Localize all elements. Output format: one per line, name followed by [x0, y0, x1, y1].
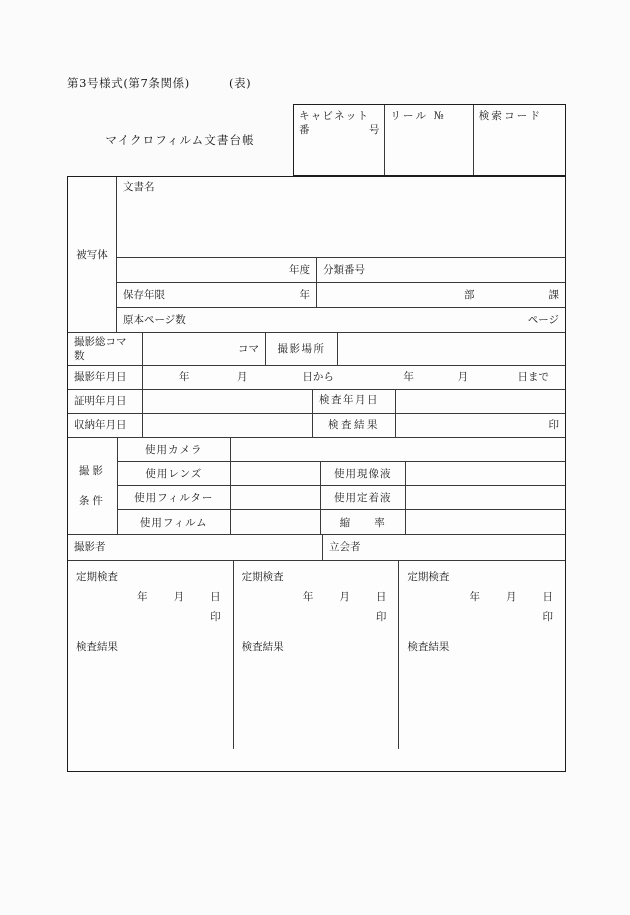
- side-marker-label: (表): [229, 76, 252, 90]
- fiscal-year-field[interactable]: [117, 258, 317, 282]
- reduction-ratio-label: 縮 率: [321, 510, 406, 534]
- condition-row-filter: [118, 486, 565, 510]
- inspection-2-year-label: 年: [302, 591, 314, 603]
- department-field[interactable]: [317, 283, 565, 307]
- subject-rows: [117, 177, 565, 332]
- store-date-row: [68, 414, 565, 438]
- camera-field[interactable]: [231, 438, 565, 461]
- camera-label: 使用カメラ: [118, 438, 231, 461]
- cabinet-number-label-line1: キャビネット: [299, 110, 370, 122]
- shoot-date-label: 撮影年月日: [68, 366, 143, 389]
- shoot-date-field[interactable]: [143, 366, 565, 389]
- original-pages-field[interactable]: [117, 308, 565, 332]
- pages-unit-label: ページ: [527, 313, 559, 326]
- inspect-date-field[interactable]: [396, 390, 565, 413]
- inspection-1-result-label: 検査結果: [76, 641, 118, 653]
- inspect-date-label: 検査年月日: [313, 390, 396, 413]
- inspection-1-title: 定期検査: [76, 571, 118, 583]
- condition-row-lens: [118, 462, 565, 486]
- certify-date-label: 証明年月日: [68, 390, 143, 413]
- people-row: [68, 535, 565, 561]
- section-label: 課: [548, 288, 559, 301]
- witness-label: 立会者: [329, 541, 361, 553]
- film-field[interactable]: [231, 510, 321, 534]
- periodic-inspection-1[interactable]: [68, 561, 234, 749]
- shoot-date-row: [68, 366, 565, 390]
- fiscal-year-label: 年度: [289, 263, 310, 276]
- retention-field[interactable]: [117, 283, 317, 307]
- classification-field[interactable]: [317, 258, 565, 282]
- total-frames-row: [68, 333, 565, 366]
- lens-label: 使用レンズ: [118, 462, 231, 485]
- inspection-3-year-label: 年: [469, 591, 480, 603]
- store-date-label: 収納年月日: [68, 414, 143, 437]
- form-number-label: 第3号様式(第7条関係): [67, 76, 190, 90]
- inspection-3-result-label: 検査結果: [407, 641, 450, 653]
- shoot-to-month-label: 月: [457, 371, 469, 383]
- reduction-ratio-field[interactable]: [406, 510, 565, 534]
- cabinet-number-label-ban: 番: [299, 124, 310, 136]
- classification-label: 分類番号: [323, 263, 365, 276]
- inspection-3-month-label: 月: [506, 591, 517, 603]
- document-name-field[interactable]: [117, 177, 565, 257]
- inspection-1-seal-label: 印: [210, 611, 221, 623]
- conditions-label-line1: 撮影: [78, 465, 106, 477]
- bureau-label: 部: [464, 288, 475, 301]
- filter-label: 使用フィルター: [118, 486, 231, 509]
- subject-label: 被写体: [68, 177, 117, 332]
- header-id-boxes: [293, 104, 566, 176]
- shooting-location-field[interactable]: [338, 333, 565, 365]
- inspection-1-year-label: 年: [137, 591, 148, 603]
- inspection-2-title: 定期検査: [241, 571, 284, 583]
- fixer-label: 使用定着液: [321, 486, 406, 509]
- filter-field[interactable]: [231, 486, 321, 509]
- inspection-2-seal-label: 印: [375, 611, 387, 623]
- fiscal-year-row: [117, 258, 565, 283]
- cabinet-number-label-gou: 号: [368, 124, 380, 136]
- reel-number-label: リール №: [390, 110, 446, 122]
- witness-field[interactable]: [323, 535, 565, 560]
- ledger-table: [67, 176, 566, 772]
- inspection-3-seal-label: 印: [542, 611, 553, 623]
- inspection-3-title: 定期検査: [407, 571, 450, 583]
- conditions-label-line2: 条件: [78, 495, 106, 507]
- photographer-field[interactable]: [68, 535, 323, 560]
- shoot-from-year-label: 年: [179, 371, 190, 383]
- film-label: 使用フィルム: [118, 510, 231, 534]
- condition-row-camera: [118, 438, 565, 462]
- inspection-2-month-label: 月: [339, 591, 350, 603]
- frames-unit-label: コマ: [238, 342, 259, 355]
- periodic-inspection-2[interactable]: [234, 561, 400, 749]
- seal-label: 印: [548, 419, 559, 431]
- inspection-3-day-label: 日: [542, 591, 553, 603]
- document-name-row: [117, 177, 565, 258]
- certify-date-row: [68, 390, 565, 414]
- total-frames-field[interactable]: [143, 333, 266, 365]
- search-code-label: 検索コード: [478, 110, 543, 122]
- shoot-to-day-label: 日まで: [517, 371, 549, 383]
- inspection-1-month-label: 月: [173, 591, 185, 603]
- retention-row: [117, 283, 565, 308]
- store-date-field[interactable]: [143, 414, 313, 437]
- retention-unit-label: 年: [299, 288, 310, 301]
- inspect-result-field[interactable]: [396, 414, 565, 437]
- search-code-field[interactable]: [474, 105, 565, 175]
- periodic-inspection-row: [68, 561, 565, 749]
- certify-date-field[interactable]: [143, 390, 313, 413]
- shooting-location-label: 撮影場所: [266, 333, 338, 365]
- reel-number-field[interactable]: [385, 105, 473, 175]
- original-pages-label: 原本ページ数: [123, 313, 186, 326]
- retention-label: 保存年限: [123, 288, 165, 301]
- total-frames-label: 撮影総コマ数: [68, 333, 143, 365]
- developer-field[interactable]: [406, 462, 565, 485]
- shoot-from-month-label: 月: [236, 371, 248, 383]
- shoot-from-day-label: 日から: [302, 371, 334, 383]
- subject-block: [68, 177, 565, 333]
- shooting-conditions-rows: [118, 438, 565, 534]
- shoot-to-year-label: 年: [403, 371, 414, 383]
- developer-label: 使用現像液: [321, 462, 406, 485]
- inspect-result-label: 検査結果: [313, 414, 396, 437]
- page-title: マイクロフィルム文書台帳: [105, 133, 255, 147]
- shooting-conditions-label: [68, 438, 118, 534]
- photographer-label: 撮影者: [74, 541, 106, 553]
- document-name-label: 文書名: [123, 181, 155, 193]
- shooting-conditions-block: [68, 438, 565, 535]
- form-caption: [67, 75, 567, 95]
- fixer-field[interactable]: [406, 486, 565, 509]
- inspection-2-day-label: 日: [375, 591, 387, 603]
- lens-field[interactable]: [231, 462, 321, 485]
- periodic-inspection-3[interactable]: [399, 561, 565, 749]
- inspection-2-result-label: 検査結果: [241, 641, 284, 653]
- original-pages-row: [117, 308, 565, 332]
- inspection-1-day-label: 日: [210, 591, 221, 603]
- condition-row-film: [118, 510, 565, 534]
- header-zone: [67, 104, 566, 176]
- cabinet-number-field[interactable]: [294, 105, 385, 175]
